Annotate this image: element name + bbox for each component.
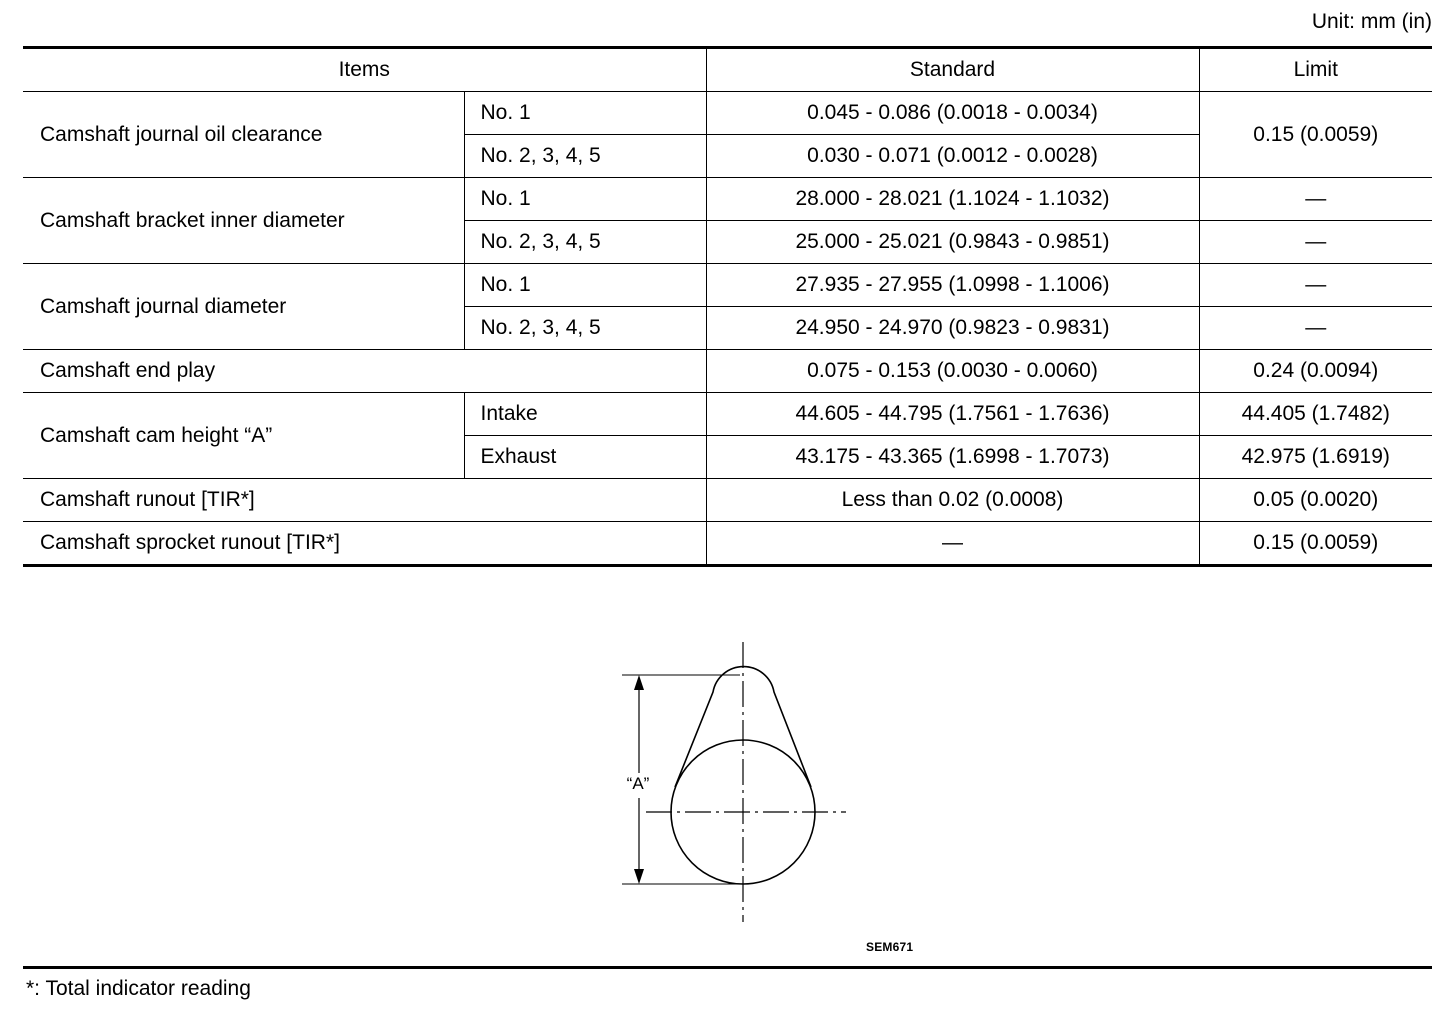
limit-value: — xyxy=(1199,307,1432,350)
table-row xyxy=(23,350,1432,393)
table-row xyxy=(23,522,1432,566)
limit-value: 0.15 (0.0059) xyxy=(1199,92,1432,178)
standard-value: 28.000 - 28.021 (1.1024 - 1.1032) xyxy=(706,178,1199,221)
dimension-label-a: “A” xyxy=(626,774,650,793)
standard-value: 0.075 - 0.153 (0.0030 - 0.0060) xyxy=(706,350,1199,393)
header-limit: Limit xyxy=(1199,48,1432,92)
footnote: *: Total indicator reading xyxy=(26,977,251,1000)
limit-value: 0.15 (0.0059) xyxy=(1199,522,1432,566)
sub-item-label: Intake xyxy=(464,393,706,436)
header-items: Items xyxy=(23,48,706,92)
item-label: Camshaft end play xyxy=(23,350,706,393)
standard-value: Less than 0.02 (0.0008) xyxy=(706,479,1199,522)
table-row xyxy=(23,92,1432,135)
limit-value: — xyxy=(1199,178,1432,221)
standard-value: — xyxy=(706,522,1199,566)
standard-value: 27.935 - 27.955 (1.0998 - 1.1006) xyxy=(706,264,1199,307)
item-label: Camshaft journal oil clearance xyxy=(23,92,464,178)
item-label: Camshaft runout [TIR*] xyxy=(23,479,706,522)
standard-value: 24.950 - 24.970 (0.9823 - 0.9831) xyxy=(706,307,1199,350)
figure-id: SEM671 xyxy=(866,940,914,954)
limit-value: 0.24 (0.0094) xyxy=(1199,350,1432,393)
item-label: Camshaft cam height “A” xyxy=(23,393,464,479)
sub-item-label: Exhaust xyxy=(464,436,706,479)
table-header-row xyxy=(23,48,1432,92)
header-standard: Standard xyxy=(706,48,1199,92)
arrowhead-up xyxy=(634,675,644,690)
footer-divider xyxy=(23,966,1432,969)
table-row xyxy=(23,479,1432,522)
limit-value: 44.405 (1.7482) xyxy=(1199,393,1432,436)
limit-value: — xyxy=(1199,221,1432,264)
item-label: Camshaft journal diameter xyxy=(23,264,464,350)
sub-item-label: No. 2, 3, 4, 5 xyxy=(464,135,706,178)
limit-value: 0.05 (0.0020) xyxy=(1199,479,1432,522)
table-row xyxy=(23,178,1432,221)
sub-item-label: No. 2, 3, 4, 5 xyxy=(464,307,706,350)
limit-value: 42.975 (1.6919) xyxy=(1199,436,1432,479)
limit-value: — xyxy=(1199,264,1432,307)
camshaft-spec-table xyxy=(23,46,1432,567)
unit-label: Unit: mm (in) xyxy=(1311,10,1432,33)
sub-item-label: No. 1 xyxy=(464,264,706,307)
arrowhead-down xyxy=(634,869,644,884)
standard-value: 44.605 - 44.795 (1.7561 - 1.7636) xyxy=(706,393,1199,436)
sub-item-label: No. 1 xyxy=(464,178,706,221)
cam-height-diagram xyxy=(600,630,860,930)
table-row xyxy=(23,264,1432,307)
table-row xyxy=(23,393,1432,436)
standard-value: 25.000 - 25.021 (0.9843 - 0.9851) xyxy=(706,221,1199,264)
item-label: Camshaft sprocket runout [TIR*] xyxy=(23,522,706,566)
sub-item-label: No. 2, 3, 4, 5 xyxy=(464,221,706,264)
sub-item-label: No. 1 xyxy=(464,92,706,135)
standard-value: 0.030 - 0.071 (0.0012 - 0.0028) xyxy=(706,135,1199,178)
standard-value: 0.045 - 0.086 (0.0018 - 0.0034) xyxy=(706,92,1199,135)
item-label: Camshaft bracket inner diameter xyxy=(23,178,464,264)
standard-value: 43.175 - 43.365 (1.6998 - 1.7073) xyxy=(706,436,1199,479)
